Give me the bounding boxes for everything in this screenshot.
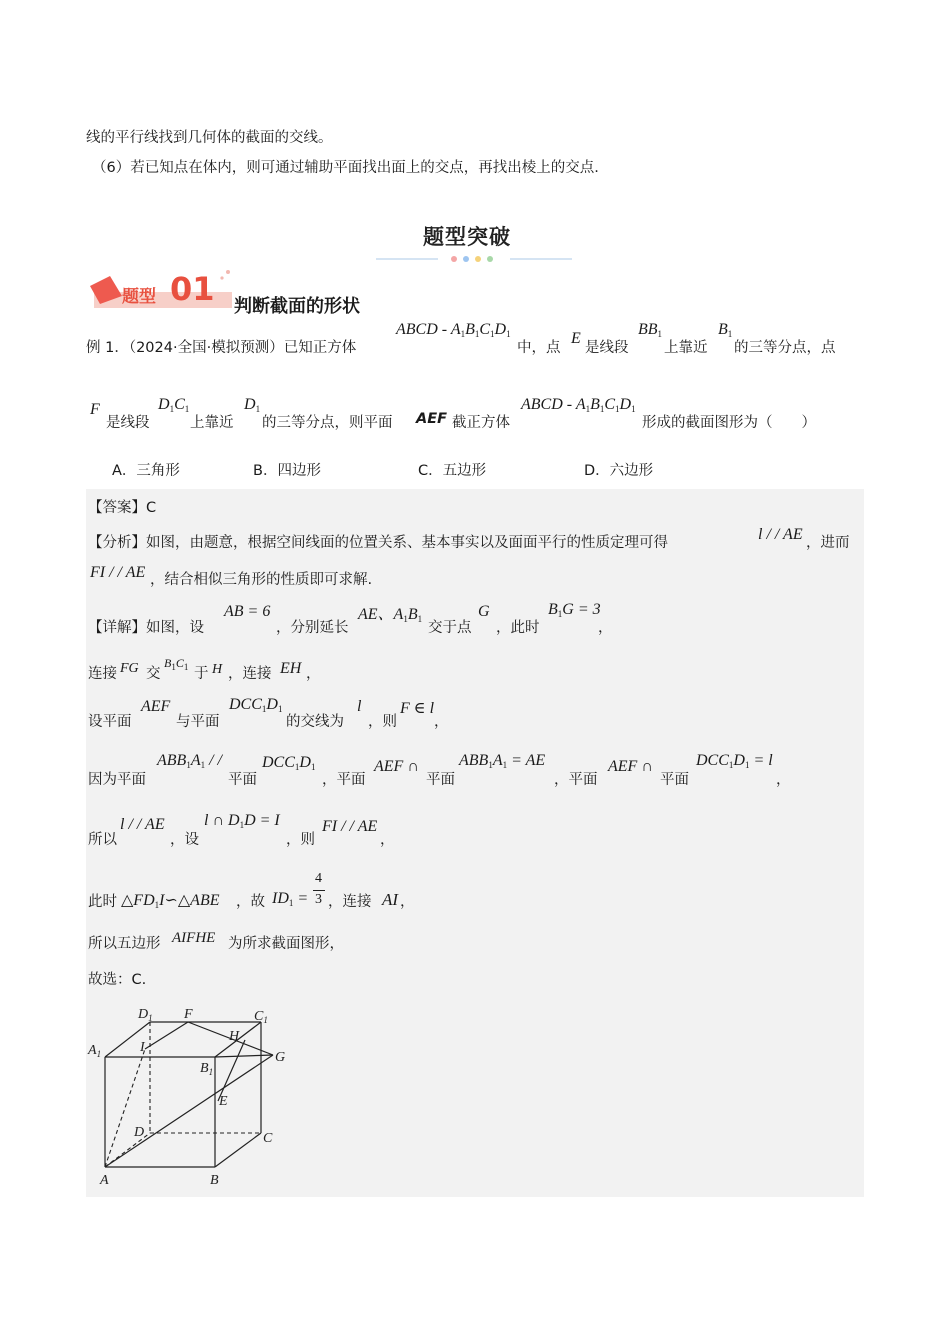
detail-3-b: 与平面 — [176, 714, 220, 730]
detail-1-a: 【详解】如图，设 — [88, 620, 204, 636]
label-i: I — [140, 1040, 145, 1055]
divider-dot — [487, 256, 493, 262]
intro-line-2: （6）若已知点在体内，则可通过辅助平面找出面上的交点，再找出棱上的交点. — [92, 160, 599, 176]
detail-3-m4: F ∈ l — [400, 700, 435, 717]
detail-3-e: ， — [434, 714, 449, 730]
fraction-numerator: 4 — [315, 871, 322, 886]
detail-6-m3: AI — [382, 890, 399, 909]
detail-7-a: 所以五边形 — [88, 936, 161, 952]
label-d: D — [134, 1125, 145, 1140]
divider-dot — [475, 256, 481, 262]
detail-3-m2: $DCC_1D_1$ — [229, 696, 283, 714]
point-f: F — [90, 401, 100, 418]
detail-6-b: ，故 — [236, 894, 265, 910]
detail-5-m1: l / / AE — [120, 816, 165, 833]
type-heading: 判断截面的形状 — [234, 296, 360, 317]
detail-5-d: ， — [380, 832, 395, 848]
analysis-rel: l / / AE — [758, 526, 803, 543]
detail-3-m1: AEF — [141, 698, 171, 715]
point-d1: $D_1$ — [244, 396, 261, 414]
example-cube-1: ABCD - $A_1B_1C_1D_1$ — [396, 321, 511, 339]
detail-2-m4: EH — [280, 660, 302, 677]
detail-1-m2: AE、$A_1B_1$ — [358, 606, 423, 624]
detail-1-m1: AB = 6 — [224, 603, 271, 620]
detail-4-m4: $ABB_1A_1$ = AE — [459, 752, 546, 770]
label-c: C — [263, 1131, 273, 1146]
intro-line-1: 线的平行线找到几何体的截面的交线。 — [86, 130, 333, 146]
example-mid-4: 的三等分点，点 — [734, 340, 836, 356]
label-a: A — [100, 1173, 109, 1188]
detail-2-e: ， — [306, 666, 321, 682]
detail-1-e: ， — [598, 620, 613, 636]
type-badge — [88, 268, 232, 314]
detail-4-c: ，平面 — [322, 772, 366, 788]
detail-1-m3: G — [478, 603, 490, 620]
detail-2-m1: FG — [120, 661, 139, 676]
label-f: F — [184, 1007, 193, 1022]
divider-dot — [463, 256, 469, 262]
fraction-denominator: 3 — [315, 892, 322, 907]
divider-dot — [451, 256, 457, 262]
detail-5-m3: FI / / AE — [322, 818, 378, 835]
section-divider — [376, 252, 572, 266]
option-d[interactable]: D．六边形 — [584, 463, 654, 479]
label-g: G — [275, 1050, 286, 1065]
label-b: B — [210, 1173, 219, 1188]
detail-6-m1: $\triangle FD_1I∽\triangle ABE$ — [121, 892, 220, 910]
detail-1-d: ，此时 — [496, 620, 540, 636]
detail-4-m3: AEF ∩ — [374, 758, 419, 775]
cube-section-figure — [84, 1002, 304, 1190]
detail-5-c: ，则 — [286, 832, 315, 848]
example-end: 形成的截面图形为（ ） — [642, 415, 816, 431]
example-prefix: 例 1．（2024·全国·模拟预测）已知正方体 — [86, 340, 357, 356]
section-title: 题型突破 — [423, 225, 511, 249]
example-cube-2: ABCD - $A_1B_1C_1D_1$ — [521, 396, 636, 414]
fraction-bar — [313, 890, 325, 891]
point-b1: $B_1$ — [718, 321, 733, 339]
detail-4-a: 因为平面 — [88, 772, 146, 788]
detail-6-c: ，连接 — [328, 894, 372, 910]
detail-4-f: 平面 — [660, 772, 689, 788]
detail-4-d: 平面 — [426, 772, 455, 788]
analysis-a: 【分析】如图，由题意，根据空间线面的位置关系、基本事实以及面面平行的性质定理可得 — [88, 535, 668, 551]
label-h: H — [229, 1029, 240, 1044]
example-mid-1: 中，点 — [517, 340, 561, 356]
option-a[interactable]: A．三角形 — [112, 463, 180, 479]
detail-6-a: 此时 — [88, 894, 117, 910]
example-mid-5: 是线段 — [106, 415, 150, 431]
detail-2-a: 连接 — [88, 666, 117, 682]
detail-1-c: 交于点 — [428, 620, 472, 636]
detail-4-m2: $DCC_1D_1$ — [262, 754, 316, 772]
label-c1: $C_1$ — [254, 1009, 268, 1025]
detail-5-b: ，设 — [170, 832, 199, 848]
detail-2-m3: H — [212, 662, 223, 677]
badge-number: 01 — [170, 270, 215, 308]
plane-aef: AEF — [416, 411, 448, 427]
example-mid-8: 截正方体 — [452, 415, 510, 431]
option-c[interactable]: C．五边形 — [418, 463, 487, 479]
analysis-c: ，结合相似三角形的性质即可求解. — [150, 572, 373, 588]
example-mid-6: 上靠近 — [190, 415, 234, 431]
badge-label: 题型 — [122, 287, 156, 307]
detail-2-d: ，连接 — [228, 666, 272, 682]
detail-4-g: ， — [776, 772, 791, 788]
detail-3-c: 的交线为 — [286, 714, 344, 730]
detail-2-m2: $B_1C_1$ — [164, 656, 189, 672]
detail-4-m5: AEF ∩ — [608, 758, 653, 775]
detail-7-b: 为所求截面图形， — [228, 936, 344, 952]
example-mid-7: 的三等分点，则平面 — [262, 415, 393, 431]
example-mid-3: 上靠近 — [664, 340, 708, 356]
label-e: E — [219, 1094, 228, 1109]
detail-7-m1: AIFHE — [172, 930, 216, 946]
detail-1-b: ，分别延长 — [276, 620, 349, 636]
detail-8: 故选：C. — [88, 972, 147, 988]
label-a1: $A_1$ — [88, 1043, 102, 1059]
label-b1: $B_1$ — [200, 1061, 214, 1077]
detail-4-m6: $DCC_1D_1 = l$ — [696, 752, 773, 770]
detail-4-e: ，平面 — [554, 772, 598, 788]
segment-d1c1: $D_1C_1$ — [158, 396, 190, 414]
detail-2-b: 交 — [146, 666, 161, 682]
detail-6-m2: $ID_1$ = — [272, 890, 309, 908]
option-b[interactable]: B．四边形 — [253, 463, 321, 479]
example-mid-2: 是线段 — [585, 340, 629, 356]
answer-line: 【答案】C — [88, 500, 157, 516]
analysis-b: ，进而 — [806, 535, 850, 551]
detail-4-m1: $ABB_1A_1$ / / — [157, 752, 222, 770]
detail-3-d: ，则 — [368, 714, 397, 730]
detail-2-c: 于 — [194, 666, 209, 682]
detail-5-m2: l ∩ $D_1D = I$ — [204, 812, 280, 830]
detail-3-a: 设平面 — [88, 714, 132, 730]
detail-6-d: ， — [400, 894, 415, 910]
detail-3-m3: l — [357, 698, 362, 715]
detail-5-a: 所以 — [88, 832, 117, 848]
analysis-rel2: FI / / AE — [90, 564, 146, 581]
detail-1-m4: $B_1G = 3$ — [548, 601, 601, 619]
point-e: E — [571, 330, 581, 347]
segment-bb1: $BB_1$ — [638, 321, 663, 339]
label-d1: $D_1$ — [138, 1007, 153, 1023]
detail-4-b: 平面 — [228, 772, 257, 788]
